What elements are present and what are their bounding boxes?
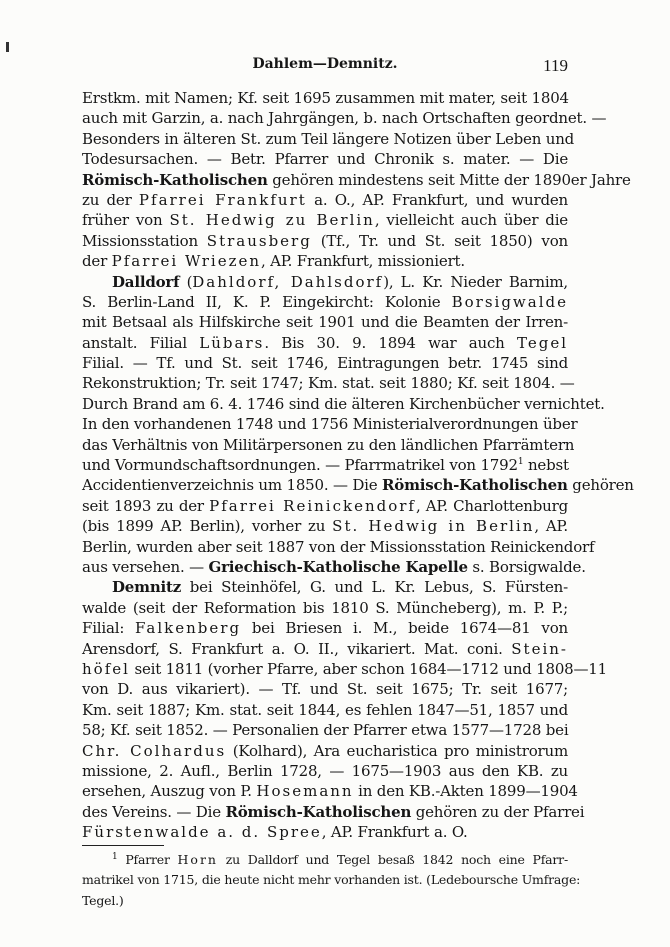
text-run: . Bis 30. 9. 1894 war auch <box>264 333 517 352</box>
spaced-name: St. Hedwig zu Berlin <box>169 211 375 230</box>
spaced-name: Tegel <box>517 333 568 352</box>
text-line <box>82 272 568 292</box>
text-run: S. Berlin-Land II, K. P. Eingekircht: Kolonie <box>82 292 452 311</box>
text-run: Todesursachen. — Betr. Pfarrer und Chronik s. mater. — Die <box>82 150 568 169</box>
text-run: Tegel.) <box>82 892 124 908</box>
text-run: auch mit Garzin, a. nach Jahrgängen, b. nach Ortschaften geordnet. — <box>82 109 607 128</box>
text-line <box>82 190 568 210</box>
spaced-name: St. Hedwig in Berlin <box>332 517 535 536</box>
text-run: (Tf., Tr. und St. seit 1850) von <box>311 231 568 250</box>
text-run: bei Briesen i. M., beide 1674—81 von <box>241 619 569 638</box>
text-line <box>82 822 568 842</box>
text-line <box>82 761 568 781</box>
text-line <box>82 639 568 659</box>
bold-heading: Römisch-Katholischen <box>382 476 568 495</box>
text-run: gehören zu der Pfarrei <box>411 802 585 821</box>
text-run: Berlin, wurden aber seit 1887 von der Missionsstation Reinickendorf <box>82 537 595 556</box>
spaced-name: Fürstenwalde a. d. Spree <box>82 823 322 842</box>
spaced-name: Falkenberg <box>135 619 242 638</box>
footnote-divider <box>82 845 164 846</box>
text-run: gehören mindestens seit Mitte der 1890er Jahre <box>267 170 631 189</box>
text-run: zu Dalldorf und Tegel besaß 1842 noch eine Pfarr- <box>217 852 568 867</box>
text-line <box>82 891 568 911</box>
text-line <box>82 720 568 740</box>
text-run: das Verhältnis von Militärpersonen zu den ländlichen Pfarrämtern <box>82 435 575 454</box>
running-title: Dahlem—Demnitz. <box>252 56 398 72</box>
text-line <box>82 108 607 128</box>
text-line <box>82 516 568 536</box>
spaced-name: Pfarrei Reinickendorf <box>209 496 416 515</box>
text-run: (Kolhard), Ara eucharistica pro ministrorum <box>226 741 568 760</box>
text-run: mit Betsaal als Hilfskirche seit 1901 und die Beamten der Irren- <box>82 313 568 332</box>
footnote <box>82 850 581 911</box>
text-line <box>82 312 568 332</box>
text-run: des Vereins. — Die <box>82 802 226 821</box>
text-run: Km. seit 1887; Km. stat. seit 1844, es fehlen 1847—51, 1857 und <box>82 700 568 719</box>
text-run: missione, 2. Aufl., Berlin 1728, — 1675—1903 aus den KB. zu <box>82 761 568 780</box>
text-run: a. O., AP. Frankfurt, und wurden <box>306 190 568 209</box>
scan-margin-mark <box>6 42 9 52</box>
text-run: matrikel von 1715, die heute nicht mehr vorhanden ist. (Ledeboursche Umfrage: <box>82 872 581 888</box>
text-run: seit 1811 (vorher Pfarre, aber schon 1684—1712 und 1808—11 <box>129 659 607 678</box>
bold-heading: Griechisch-Katholische Kapelle <box>208 557 468 576</box>
spaced-name: höfel <box>82 659 130 678</box>
text-run: , AP. <box>534 517 568 536</box>
text-line <box>82 618 568 638</box>
text-line <box>82 435 575 455</box>
text-run: zu der <box>82 190 139 209</box>
text-run: Rekonstruktion; Tr. seit 1747; Km. stat. seit 1880; Kf. seit 1804. — <box>82 374 575 393</box>
text-line <box>82 557 586 577</box>
text-line <box>82 537 595 557</box>
text-line <box>82 496 568 516</box>
text-line <box>82 659 607 679</box>
text-run: bei Steinhöfel, G. und L. Kr. Lebus, S. Fürsten- <box>181 578 568 597</box>
text-line <box>82 870 581 890</box>
spaced-name: Hosemann <box>256 782 354 801</box>
text-run: walde (seit der Reformation bis 1810 S. Müncheberg), m. P. P.; <box>82 598 568 617</box>
text-run: seit 1893 zu der <box>82 496 210 515</box>
spaced-name: Strausberg <box>206 231 312 250</box>
text-run: ), L. Kr. Nieder Barnim, <box>383 272 569 291</box>
text-run: aus versehen. — <box>82 557 209 576</box>
text-line <box>82 455 568 475</box>
text-run: Erstkm. mit Namen; Kf. seit 1695 zusammen mit mater, seit 1804 <box>82 89 569 107</box>
spaced-name: Horn <box>177 852 218 867</box>
bold-heading: Dalldorf <box>112 272 180 291</box>
text-line <box>82 781 578 801</box>
text-line <box>82 170 631 190</box>
bold-heading: Römisch-Katholischen <box>82 170 268 189</box>
footnote-ref: 1 <box>112 851 118 862</box>
text-line <box>82 802 585 822</box>
text-line <box>82 679 568 699</box>
text-line <box>82 149 568 169</box>
bold-heading: Römisch-Katholischen <box>225 802 412 821</box>
text-line <box>82 129 575 149</box>
footnote-ref: 1 <box>517 457 524 468</box>
text-run: , vielleicht auch über die <box>374 211 568 230</box>
text-line <box>82 292 568 312</box>
text-run: , AP. Charlottenburg <box>416 496 569 515</box>
text-line <box>82 700 568 720</box>
text-run: Missionsstation <box>82 231 207 250</box>
text-run: Pfarrer <box>117 852 178 867</box>
text-run: Besonders in älteren St. zum Teil längere Notizen über Leben und <box>82 129 575 148</box>
text-line <box>82 850 568 870</box>
text-run: nebst <box>523 456 569 475</box>
text-run: , AP. Frankfurt a. O. <box>321 823 468 842</box>
text-run: (bis 1899 AP. Berlin), vorher zu <box>82 517 333 536</box>
text-line <box>82 88 568 108</box>
text-run: früher von <box>82 211 170 230</box>
text-line <box>82 598 568 618</box>
spaced-name: Dahldorf, Dahlsdorf <box>192 272 384 291</box>
text-line <box>82 210 568 230</box>
text-line <box>82 251 568 271</box>
spaced-name: Lübars <box>199 333 265 352</box>
text-run: , AP. Frankfurt, missioniert. <box>261 252 465 271</box>
text-run: und Vormundschaftsordnungen. — Pfarrmatrikel von 1792 <box>82 456 518 475</box>
text-run: Accidentienverzeichnis um 1850. — Die <box>82 476 383 495</box>
text-run: der <box>82 252 112 271</box>
spaced-name: Pfarrei Wriezen <box>111 252 262 271</box>
text-line <box>82 373 575 393</box>
text-run: Durch Brand am 6. 4. 1746 sind die älteren Kirchenbücher vernichtet. <box>82 394 605 413</box>
text-run: s. Borsigwalde. <box>467 557 586 576</box>
text-run: Filial. — Tf. und St. seit 1746, Eintragungen betr. 1745 sind <box>82 354 568 373</box>
text-line <box>82 414 578 434</box>
spaced-name: Stein- <box>511 639 568 658</box>
body-text <box>82 88 634 842</box>
bold-heading: Demnitz <box>112 578 182 597</box>
text-line <box>82 577 568 597</box>
spaced-name: Chr. Colhardus <box>82 741 227 760</box>
text-run: gehören <box>567 476 634 495</box>
page-number: 119 <box>543 56 568 75</box>
text-run: Arensdorf, S. Frankfurt a. O. II., vikariert. Mat. coni. <box>82 639 512 658</box>
text-line <box>82 333 568 353</box>
text-run: In den vorhandenen 1748 und 1756 Ministerialverordnungen über <box>82 415 578 434</box>
text-run: anstalt. Filial <box>82 333 200 352</box>
page-header <box>82 56 568 80</box>
text-run: in den KB.-Akten 1899—1904 <box>353 782 578 801</box>
text-run: ersehen, Auszug von P. <box>82 782 257 801</box>
text-line <box>82 475 634 495</box>
text-run: 58; Kf. seit 1852. — Personalien der Pfarrer etwa 1577—1728 bei <box>82 721 569 740</box>
text-line <box>82 353 568 373</box>
text-run: ( <box>179 272 193 291</box>
text-line <box>82 231 568 251</box>
spaced-name: Pfarrei Frankfurt <box>138 190 307 209</box>
text-run: Filial: <box>82 619 136 638</box>
text-run: von D. aus vikariert). — Tf. und St. seit 1675; Tr. seit 1677; <box>82 680 568 699</box>
text-line <box>82 394 605 414</box>
spaced-name: Borsigwalde <box>451 292 568 311</box>
text-line <box>82 741 568 761</box>
